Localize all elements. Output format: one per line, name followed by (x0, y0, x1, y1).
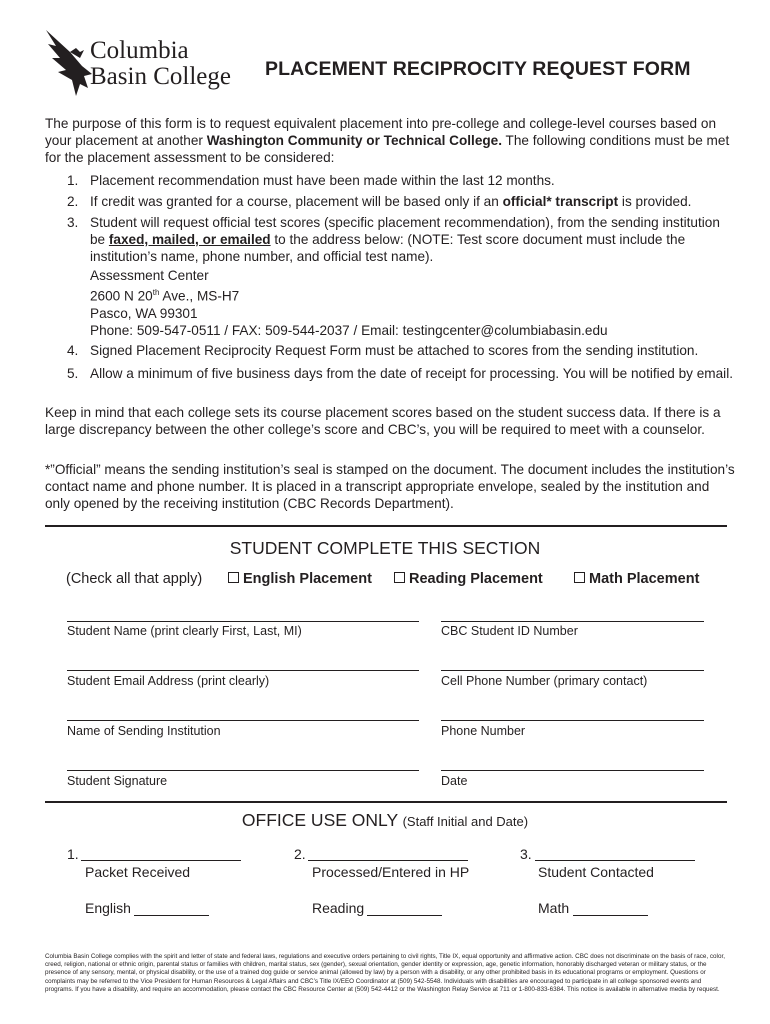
address-line-2: 2600 N 20th Ave., MS-H7 (90, 288, 240, 304)
checkbox-icon[interactable] (394, 572, 405, 583)
english-office-field[interactable] (134, 915, 209, 916)
step-2-num: 2. (294, 846, 306, 862)
sending-institution-field[interactable] (67, 720, 419, 721)
student-section-title: STUDENT COMPLETE THIS SECTION (229, 538, 541, 558)
english-office-label: English (85, 900, 131, 916)
logo-wordmark (90, 38, 231, 90)
reading-placement-label: Reading Placement (409, 571, 543, 587)
english-placement-checkbox[interactable] (228, 571, 372, 587)
condition-2-text-bold: official* transcript (502, 194, 619, 209)
email-label: Student Email Address (print clearly) (67, 674, 270, 688)
signature-field[interactable] (67, 770, 419, 771)
college-logo (40, 28, 255, 98)
checkbox-icon[interactable] (574, 572, 585, 583)
condition-5-text: Allow a minimum of five business days from the date of receipt for processing. You will be notified by email. (90, 366, 733, 381)
condition-5 (45, 365, 735, 382)
processed-field[interactable] (308, 860, 468, 861)
cell-phone-label: Cell Phone Number (primary contact) (441, 674, 648, 688)
logo-line-1: Columbia (90, 37, 189, 64)
math-placement-checkbox[interactable] (574, 571, 699, 587)
math-office-label: Math (538, 900, 570, 916)
phone-field[interactable] (441, 720, 704, 721)
condition-1-num: 1. (67, 173, 79, 188)
cbc-id-field[interactable] (441, 621, 704, 622)
reading-placement-checkbox[interactable] (394, 571, 543, 587)
assessment-center-address (90, 267, 608, 339)
english-placement-label: English Placement (243, 571, 372, 587)
condition-3-text-bold: faxed, mailed, or emailed (108, 232, 271, 247)
sending-institution-label: Name of Sending Institution (67, 724, 221, 738)
logo-line-2: Basin College (90, 63, 231, 90)
reading-office-field[interactable] (367, 915, 442, 916)
processed-label: Processed/Entered in HP (312, 864, 470, 880)
condition-1 (45, 172, 735, 189)
condition-3-text-a: Student will request official test scores (specific placement recommendation), from the sending institution be (90, 215, 720, 247)
condition-2-text-b: is provided. (618, 194, 692, 209)
keep-in-mind-paragraph: Keep in mind that each college sets its course placement scores based on the student success data. If there is a large discrepancy between the other college’s score and CBC’s, you will be required to meet with a counselor. (45, 405, 721, 437)
checkbox-icon[interactable] (228, 572, 239, 583)
condition-3 (45, 214, 735, 265)
condition-1-text: Placement recommendation must have been made within the last 12 months. (90, 173, 555, 188)
conditions-list-cont (45, 342, 735, 382)
address-line-4: Phone: 509-547-0511 / FAX: 509-544-2037 / Email: testingcenter@columbiabasin.edu (90, 322, 608, 338)
student-contacted-field[interactable] (535, 860, 695, 861)
address-line-3: Pasco, WA 99301 (90, 305, 198, 321)
form-title: PLACEMENT RECIPROCITY REQUEST FORM (265, 58, 691, 80)
office-section-heading (0, 810, 770, 831)
student-contacted-label: Student Contacted (538, 864, 654, 880)
student-name-field[interactable] (67, 621, 419, 622)
check-prompt: (Check all that apply) (66, 571, 203, 587)
intro-paragraph (45, 115, 735, 166)
math-placement-label: Math Placement (589, 571, 700, 587)
step-1-num: 1. (67, 846, 79, 862)
condition-3-num: 3. (67, 215, 79, 230)
email-field[interactable] (67, 670, 419, 671)
reading-office-label: Reading (312, 900, 365, 916)
office-section-subtitle: (Staff Initial and Date) (402, 814, 529, 829)
address-line-1: Assessment Center (90, 268, 209, 283)
nondiscrimination-footer: Columbia Basin College complies with the spirit and letter of state and federal laws, regulations and executive orders pertaining to civil rights, Title IX, equal opportunity and affirmative action. CBC does not discriminate on the basis of race, color, creed, religion, national or ethnic origin, parental status or families with children, marital status, sex (gender), sexual orientation, gender identity or expression, age, genetic information, honorably discharged veteran or military status, or the presence of any sensory, mental, or physical disability, or the use of a trained dog guide or service animal (allowed by law) by a person with a disability, or any other prohibited basis in its educational programs or employment. Questions or complaints may be referred to the Vice President for Human Resources & Legal Affairs and CBC’s Title IX/EEO Coordinator at (509) 542-5548. Individuals with disabilities are encouraged to participate in all college sponsored events and programs. If you have a disability, and require an accommodation, please contact the CBC Resource Center at (509) 542-4412 or the Washington Relay Service at 711 or 1-800-833-6384. This notice is available in alternative media by request. (45, 953, 725, 993)
condition-2-text-a: If credit was granted for a course, placement will be based only if an (90, 194, 503, 209)
packet-received-field[interactable] (81, 860, 241, 861)
condition-5-num: 5. (67, 366, 79, 381)
condition-2 (45, 193, 735, 210)
condition-3-text-b: to the address below: (NOTE: Test score document must include the institution’s name, phone number, and official test name). (90, 232, 686, 264)
student-name-label: Student Name (print clearly First, Last, MI) (67, 624, 302, 638)
office-section-title: OFFICE USE ONLY (241, 810, 399, 830)
date-field[interactable] (441, 770, 704, 771)
official-definition-paragraph: *”Official” means the sending institution’s seal is stamped on the document. The document includes the institution’s contact name and phone number. It is placed in a transcript appropriate envelope, sealed by the institution and only opened by the receiving institution (CBC Records Department). (45, 462, 735, 511)
math-office-field[interactable] (573, 915, 648, 916)
cell-phone-field[interactable] (441, 670, 704, 671)
section-divider-1 (45, 525, 727, 527)
condition-4-text: Signed Placement Reciprocity Request Form must be attached to scores from the sending institution. (90, 343, 699, 358)
intro-text-b: The following conditions must be met for the placement assessment to be considered: (45, 133, 730, 165)
condition-4 (45, 342, 735, 359)
step-3-num: 3. (520, 846, 532, 862)
date-label: Date (441, 774, 468, 788)
conditions-list (45, 172, 735, 265)
packet-received-label: Packet Received (85, 864, 191, 880)
intro-text-a: The purpose of this form is to request equivalent placement into pre-college and college-level courses based on your placement at another (45, 116, 717, 148)
intro-text-bold: Washington Community or Technical College. (206, 133, 503, 148)
cbc-id-label: CBC Student ID Number (441, 624, 578, 638)
condition-4-num: 4. (67, 343, 79, 358)
section-divider-2 (45, 801, 727, 803)
signature-label: Student Signature (67, 774, 168, 788)
condition-2-num: 2. (67, 194, 79, 209)
phone-label: Phone Number (441, 724, 526, 738)
